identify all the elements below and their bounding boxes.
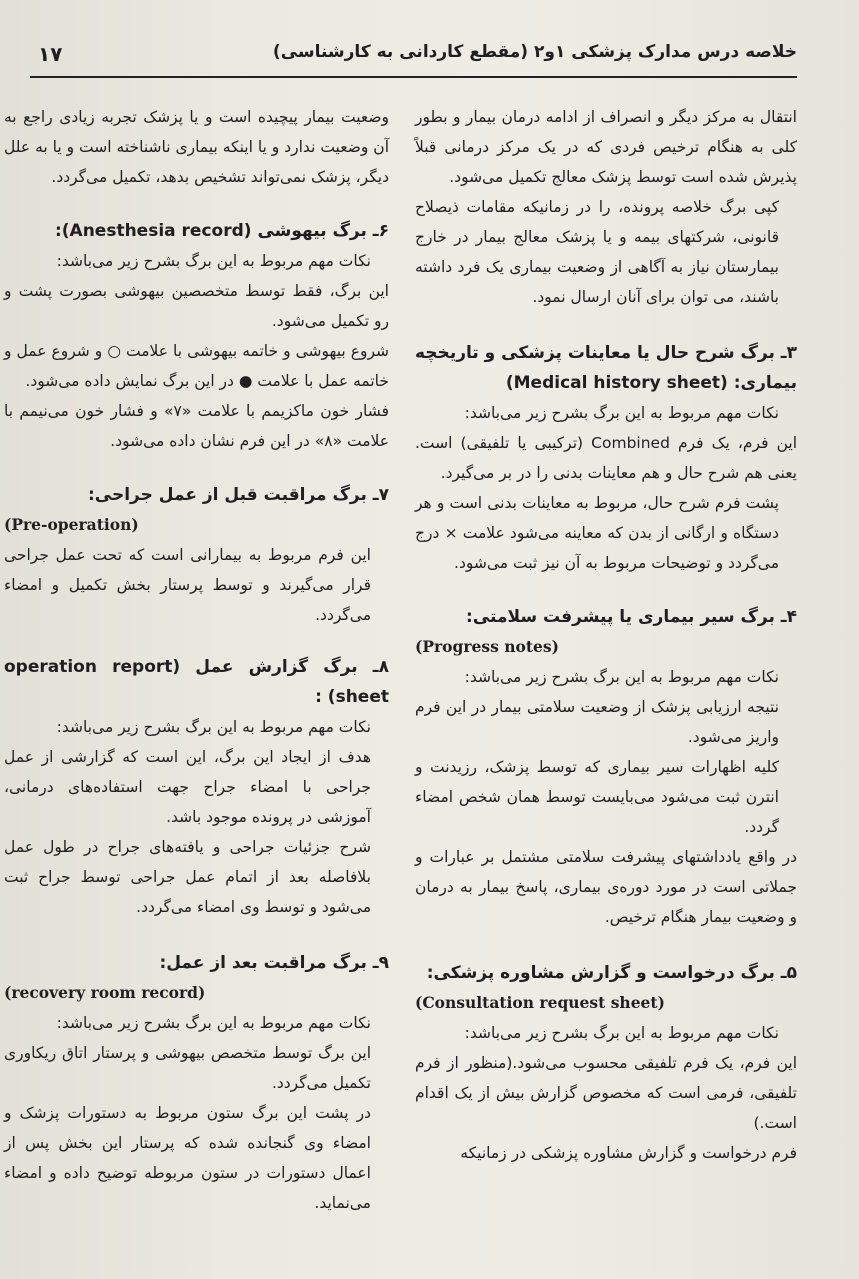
section-heading-9: ۹ـ برگ مراقبت بعد از عمل: — [159, 953, 389, 973]
section-heading-3: ۳ـ برگ شرح حال یا معاینات پزشکی و تاریخچه بیماری: (Medical history sheet) — [415, 343, 797, 393]
paragraph: انتقال به مرکز دیگر و انصراف از ادامه درمان بیمار و بطور کلی به هنگام ترخیص فردی که در یک مرکز درمانی قبلاً پذیرش شده است توسط پزشک معالج تکمیل می‌شود. — [415, 108, 797, 186]
section-heading-6: ۶ـ برگ بیهوشی (Anesthesia record): — [54, 221, 389, 241]
section-heading-7: ۷ـ برگ مراقبت قبل از عمل جراحی: — [87, 485, 389, 505]
running-title: خلاصه درس مدارک پزشکی ۱و۲ (مقطع کاردانی به کارشناسی) — [272, 42, 797, 62]
right-column — [415, 102, 797, 1168]
section-note: نکات مهم مربوط به این برگ بشرح زیر می‌باشد: — [56, 252, 371, 270]
section-note: نکات مهم مربوط به این برگ بشرح زیر می‌باشد: — [56, 718, 371, 736]
paragraph: در واقع یادداشتهای پیشرفت سلامتی مشتمل بر عبارات و جملاتی است در مورد دوره‌ی بیماری، پاسخ بیمار به درمان و وضعیت بیمار هنگام ترخیص. — [415, 848, 797, 926]
paragraph: پشت فرم شرح حال، مربوط به معاینات بدنی است و هر دستگاه و ارگانی از بدن که معاینه می‌شود علامت × درج می‌گردد و توضیحات مربوط به آن نیز ثبت می‌شود. — [415, 494, 779, 572]
section-note: نکات مهم مربوط به این برگ بشرح زیر می‌باشد: — [464, 404, 779, 422]
paragraph: فشار خون ماکزیمم با علامت «۷» و فشار خون می‌نیمم با علامت «۸» در این فرم نشان داده می‌شود. — [4, 402, 390, 450]
page-header — [30, 28, 797, 78]
section-heading-5-english: (Consultation request sheet) — [415, 993, 665, 1012]
paragraph: فرم درخواست و گزارش مشاوره پزشکی در زمانیکه — [460, 1144, 797, 1162]
paragraph: نتیجه ارزیابی پزشک از وضعیت سلامتی بیمار در این فرم واریز می‌شود. — [415, 698, 779, 746]
section-heading-9-english: (recovery room record) — [4, 983, 206, 1002]
left-column — [4, 102, 389, 1218]
section-heading-8: ۸ـ برگ گزارش عمل (operation report sheet) : — [4, 657, 389, 707]
page-number: ۱۷ — [38, 42, 63, 66]
paragraph: وضعیت بیمار پیچیده است و یا پزشک تجربه زیادی راجع به آن وضعیت ندارد و یا اینکه بیماری ناشناخته است و یا به علل دیگر، پزشک نمی‌تواند تشخیص بدهد، تکمیل می‌گردد. — [4, 108, 389, 186]
paragraph: این فرم، یک فرم تلفیقی محسوب می‌شود.(منظور از فرم تلفیقی، فرمی است که مخصوص گزارش بیش از یک اقدام است.) — [415, 1054, 797, 1132]
paragraph: کلیه اظهارات سیر بیماری که توسط پزشک، رزیدنت و انترن ثبت می‌شود می‌بایست توسط همان شخص امضاء گردد. — [415, 758, 779, 836]
paragraph: شرح جزئیات جراحی و یافته‌های جراح در طول عمل بلافاصله بعد از اتمام عمل جراحی توسط جراح ثبت می‌شود و توسط وی امضاء می‌گردد. — [4, 838, 371, 916]
section-heading-4: ۴ـ برگ سیر بیماری یا پیشرفت سلامتی: — [466, 607, 797, 627]
paragraph: در پشت این برگ ستون مربوط به دستورات پزشک و امضاء وی گنجانده شده که پرستار این بخش پس از اعمال دستورات در ستون مربوطه توضیح داده و امضاء می‌نماید. — [4, 1104, 371, 1212]
paragraph: شروع بیهوشی و خاتمه بیهوشی با علامت ○ و شروع عمل و خاتمه عمل با علامت ● در این برگ نمایش داده می‌شود. — [4, 342, 389, 390]
section-heading-7-english: (Pre-operation) — [4, 515, 139, 534]
section-heading-5: ۵ـ برگ درخواست و گزارش مشاوره پزشکی: — [426, 963, 797, 983]
section-note: نکات مهم مربوط به این برگ بشرح زیر می‌باشد: — [464, 668, 779, 686]
section-heading-4-english: (Progress notes) — [415, 637, 559, 656]
section-note: نکات مهم مربوط به این برگ بشرح زیر می‌باشد: — [464, 1024, 779, 1042]
paragraph: این برگ توسط متخصص بیهوشی و پرستار اتاق ریکاوری تکمیل می‌گردد. — [4, 1044, 371, 1092]
paragraph: این فرم مربوط به بیمارانی است که تحت عمل جراحی قرار می‌گیرند و توسط پرستار بخش تکمیل و امضاء می‌گردد. — [4, 546, 371, 624]
paragraph: این فرم، یک فرم Combined (ترکیبی یا تلفیقی) است. یعنی هم شرح حال و هم معاینات بدنی را در بر می‌گیرد. — [415, 434, 797, 482]
section-note: نکات مهم مربوط به این برگ بشرح زیر می‌باشد: — [56, 1014, 371, 1032]
paragraph: کپی برگ خلاصه پرونده، را در زمانیکه مقامات ذیصلاح قانونی، شرکتهای بیمه و یا پزشک معالج بیمار در خارج بیمارستان نیاز به آگاهی از وضعیت بیماری یک فرد داشته باشند، می توان برای آنان ارسال نمود. — [415, 198, 779, 306]
paragraph: هدف از ایجاد این برگ، این است که گزارشی از عمل جراحی با امضاء جراح جهت استفاده‌های درمانی، آموزشی در پرونده موجود باشد. — [4, 748, 371, 826]
paragraph: این برگ، فقط توسط متخصصین بیهوشی بصورت پشت و رو تکمیل می‌شود. — [4, 282, 389, 330]
